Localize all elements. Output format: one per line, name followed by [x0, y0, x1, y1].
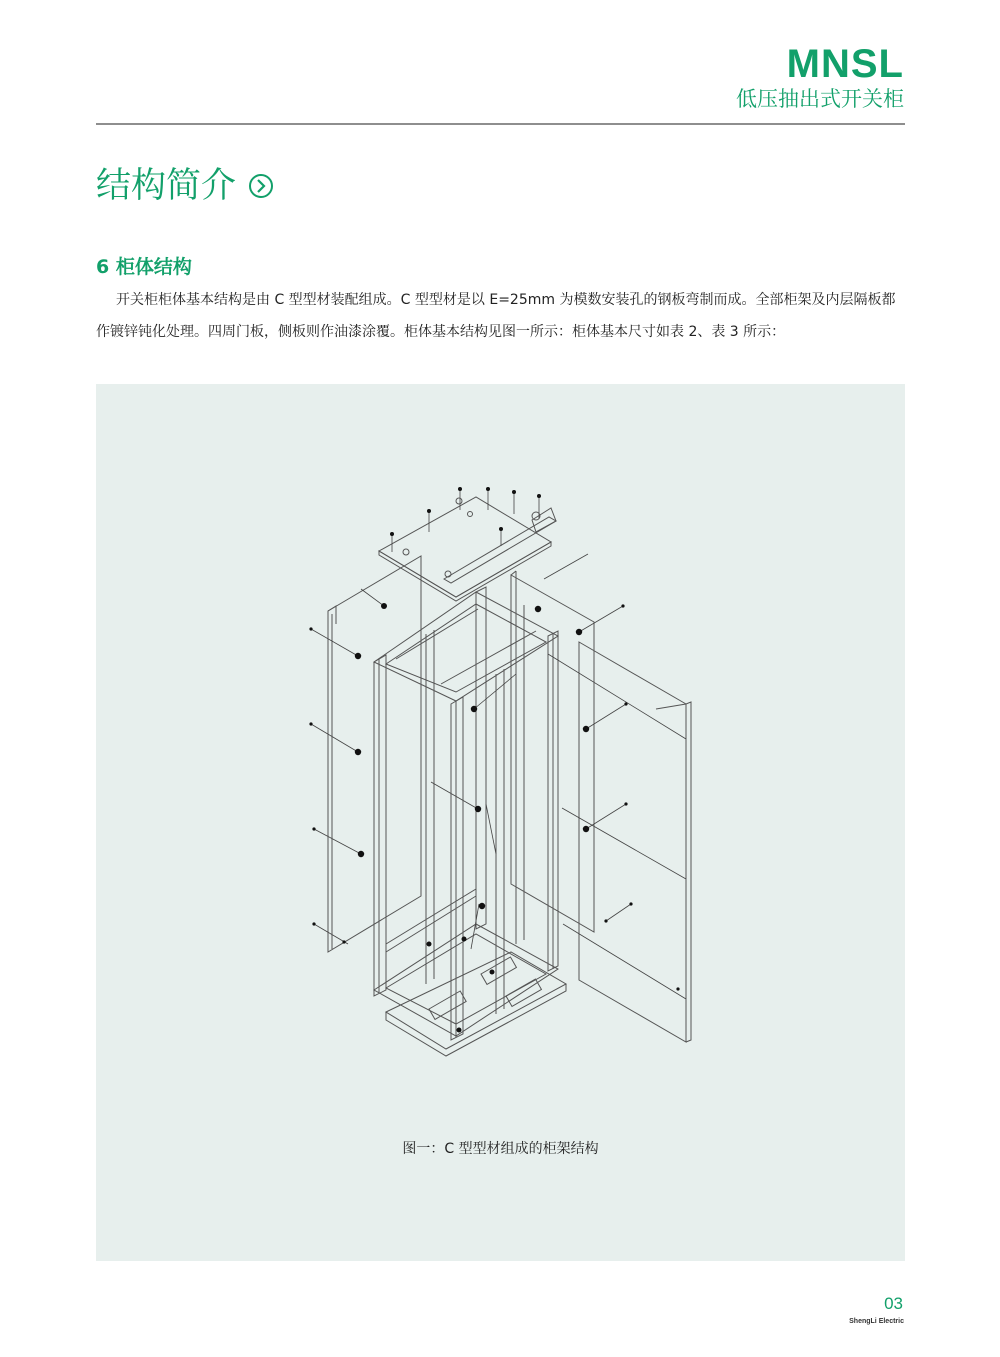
frame-post-front-left: [374, 655, 386, 996]
footer-brand: ShengLi Electric: [849, 1318, 904, 1325]
brand-name: MNSL: [786, 42, 904, 86]
header-divider: [96, 123, 905, 125]
frame-post-back-left: [476, 587, 486, 929]
frame-bottom-ring: [374, 924, 558, 1036]
top-rail: [444, 517, 556, 583]
brand-block: [736, 44, 904, 112]
top-cover-plate: [379, 497, 551, 597]
cabinet-frame-drawing: [96, 384, 905, 1124]
product-name: 低压抽出式开关柜: [736, 87, 904, 111]
page-number: 03: [884, 1294, 903, 1313]
body-paragraph: 开关柜柜体基本结构是由 C 型型材装配组成。C 型型材是以 E=25mm 为模数安装孔的钢板弯制而成。全部柜架及内层隔板都作镀锌钝化处理。四周门板，侧板则作油漆涂覆。柜体基本结构见图一所示：柜体基本尺寸如表 2、表 3 所示：: [96, 292, 896, 340]
frame-post-front-right: [451, 697, 463, 1040]
figure-panel: [96, 384, 905, 1261]
subsection-title: 6 柜体结构: [96, 256, 192, 278]
section-title: 结构简介: [96, 166, 237, 206]
section-heading: [96, 163, 274, 209]
frame-top-ring: [374, 592, 558, 701]
figure-caption: 图一：C 型型材组成的柜架结构: [402, 1141, 599, 1157]
circle-chevron-right-icon: [248, 173, 274, 199]
right-side-panel: [579, 642, 686, 1042]
base-plate: [386, 952, 566, 1049]
